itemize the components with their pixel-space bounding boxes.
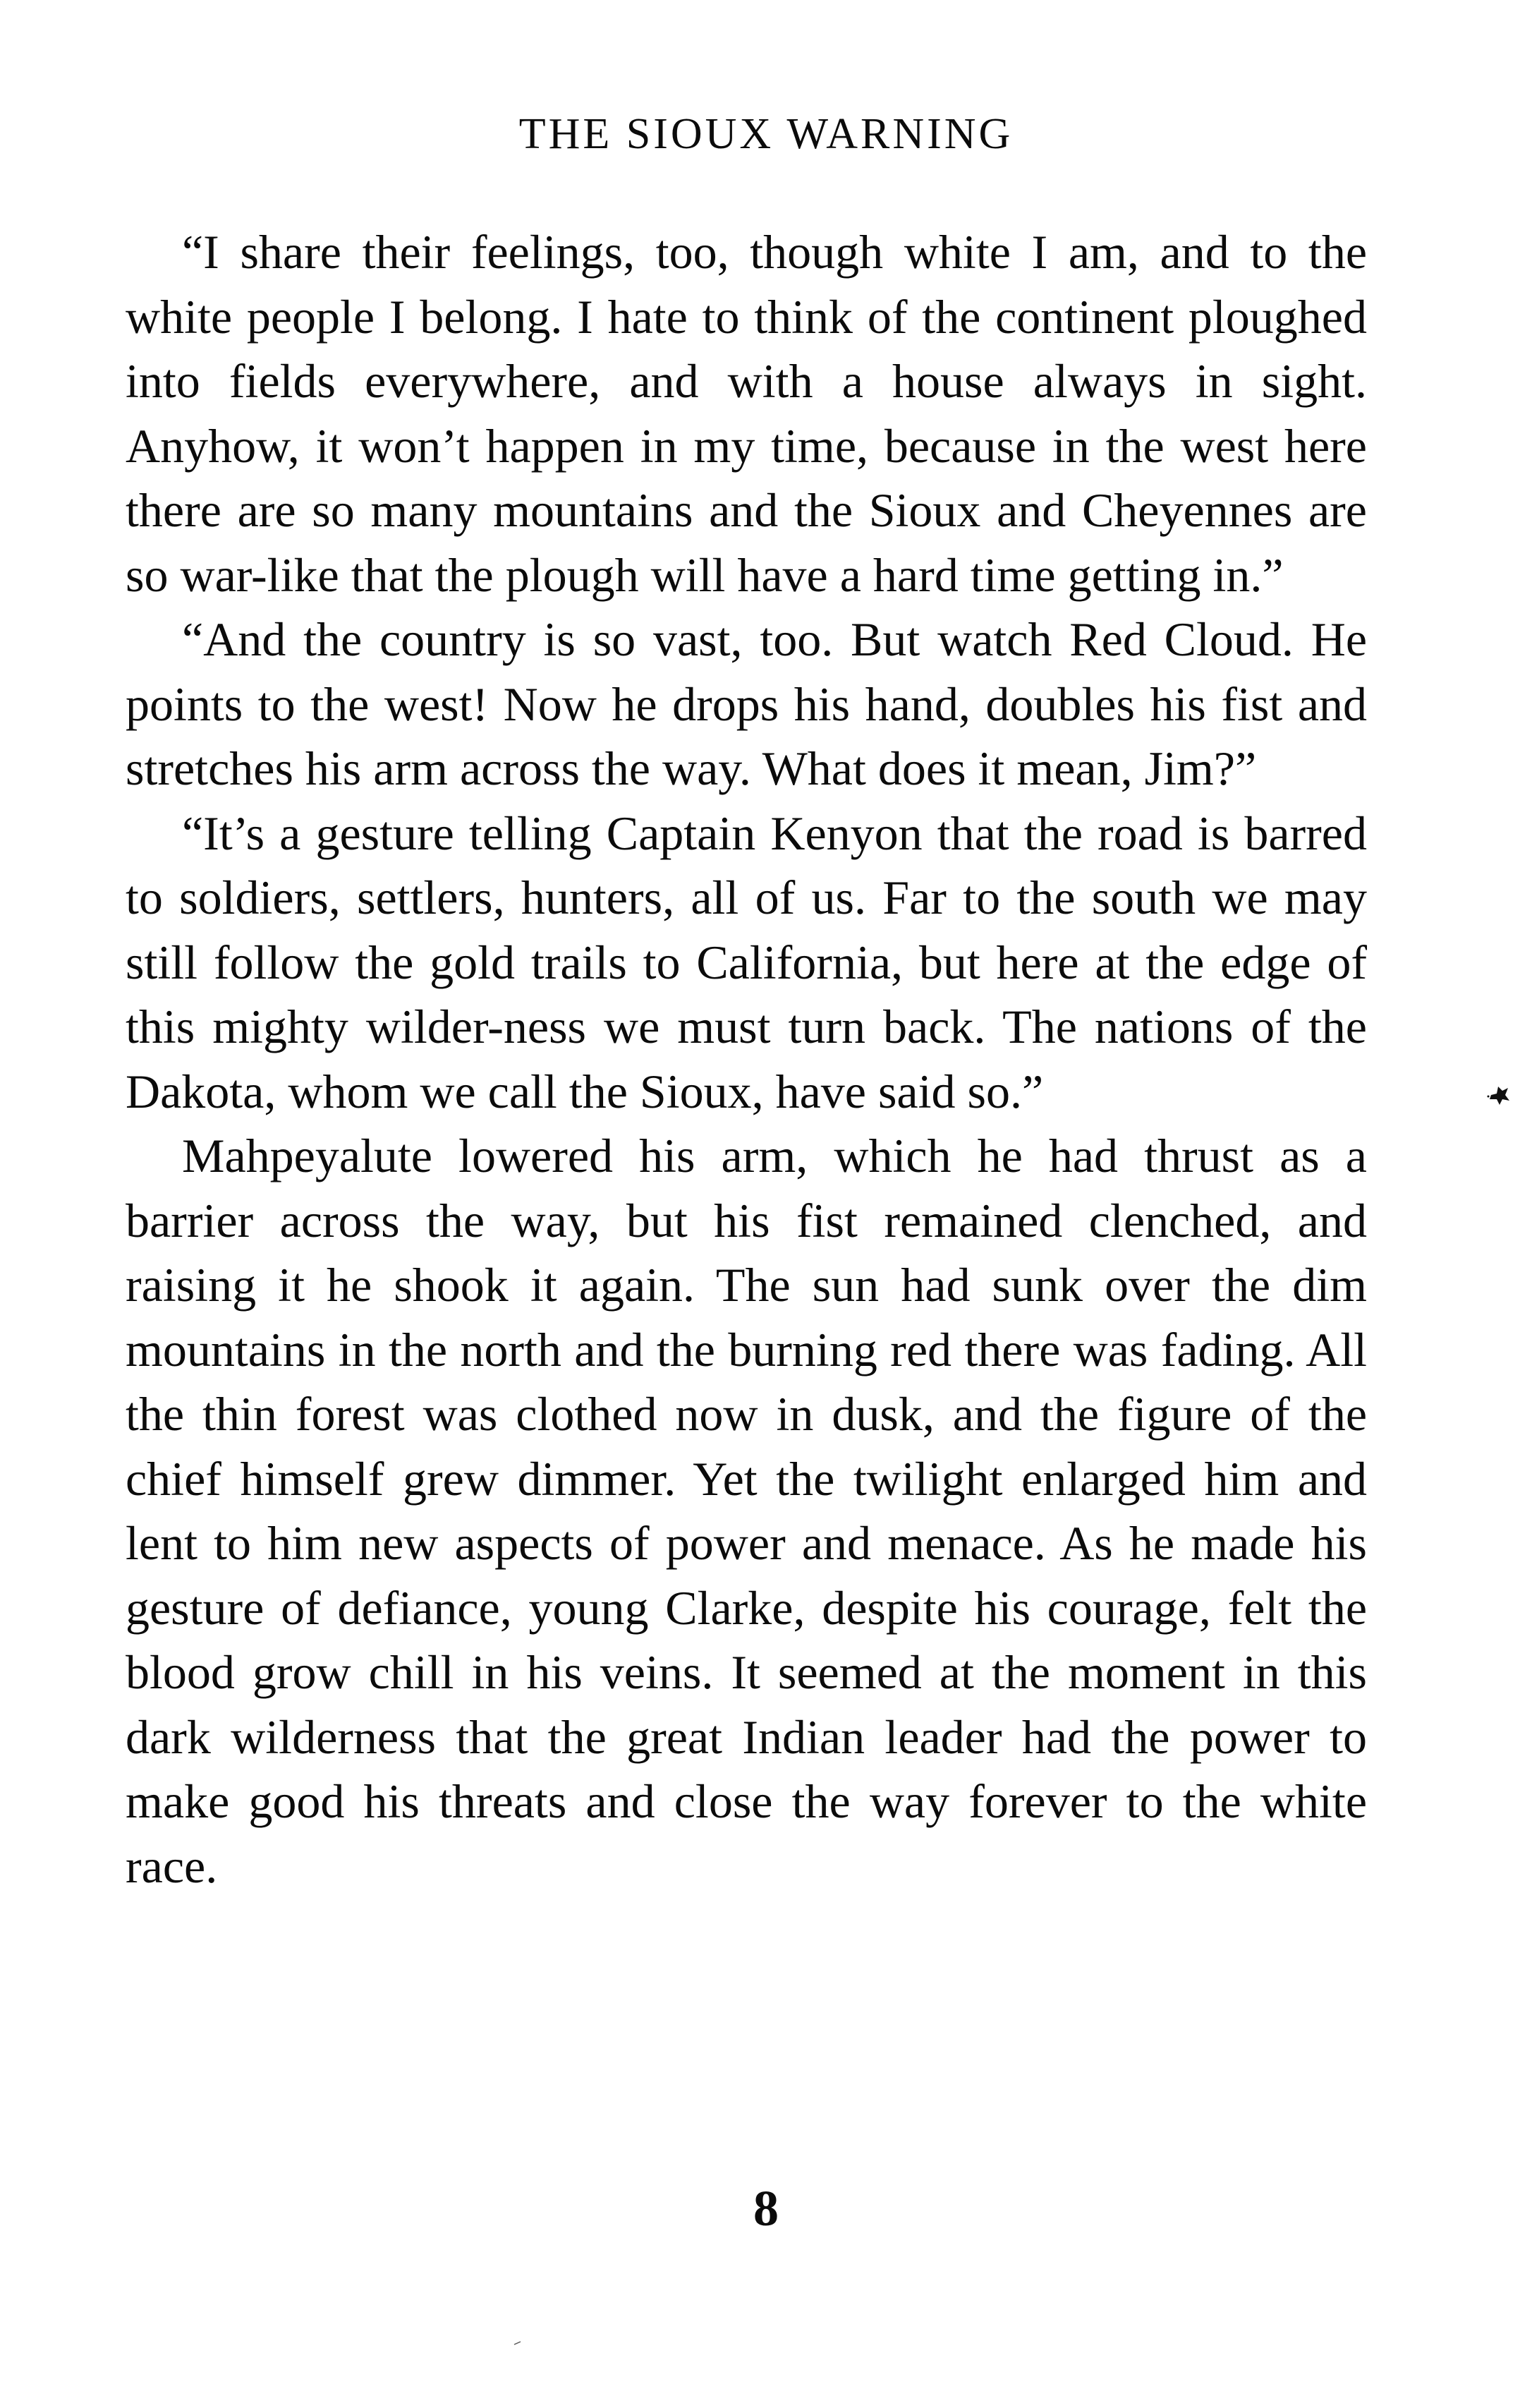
running-head: THE SIOUX WARNING — [518, 110, 1014, 158]
ink-blot-icon — [1487, 1081, 1512, 1106]
page-number: 8 — [753, 2180, 779, 2237]
paragraph-3: “It’s a gesture telling Captain Kenyon that the road is barred to soldiers, settlers, hunters, all of us. Far to the south we may still follow the gold trails to California, but here at the edge of this mighty wilder-ness we must turn back. The nations of the Dakota, whom we call the Sioux, have said so.” — [126, 806, 1367, 1118]
body-text — [126, 220, 1367, 1899]
dust-speck-icon — [513, 2341, 522, 2345]
paragraph-1: “I share their feelings, too, though white I am, and to the white people I belong. I hate to think of the continent ploughed into fields everywhere, and with a house always in sight. Anyhow, it won’t happen in my time, because in the west here there are so many mountains and the Sioux and Cheyennes are so war-like that the plough will have a hard time getting in.” — [126, 225, 1367, 602]
paragraph-4: Mahpeyalute lowered his arm, which he had thrust as a barrier across the way, but his fist remained clenched, and raising it he shook it again. The sun had sunk over the dim mountains in the north and the burning red there was fading. All the thin forest was clothed now in dusk, and the figure of the chief himself grew dimmer. Yet the twilight enlarged him and lent to him new aspects of power and menace. As he made his gesture of defiance, young Clarke, despite his courage, felt the blood grow chill in his veins. It seemed at the moment in this dark wilderness that the great Indian leader had the power to make good his threats and close the way forever to the white race. — [126, 1129, 1367, 1893]
paragraph-2: “And the country is so vast, too. But watch Red Cloud. He points to the west! Now he drops his hand, doubles his fist and stretches his arm across the way. What does it mean, Jim?” — [126, 612, 1367, 795]
